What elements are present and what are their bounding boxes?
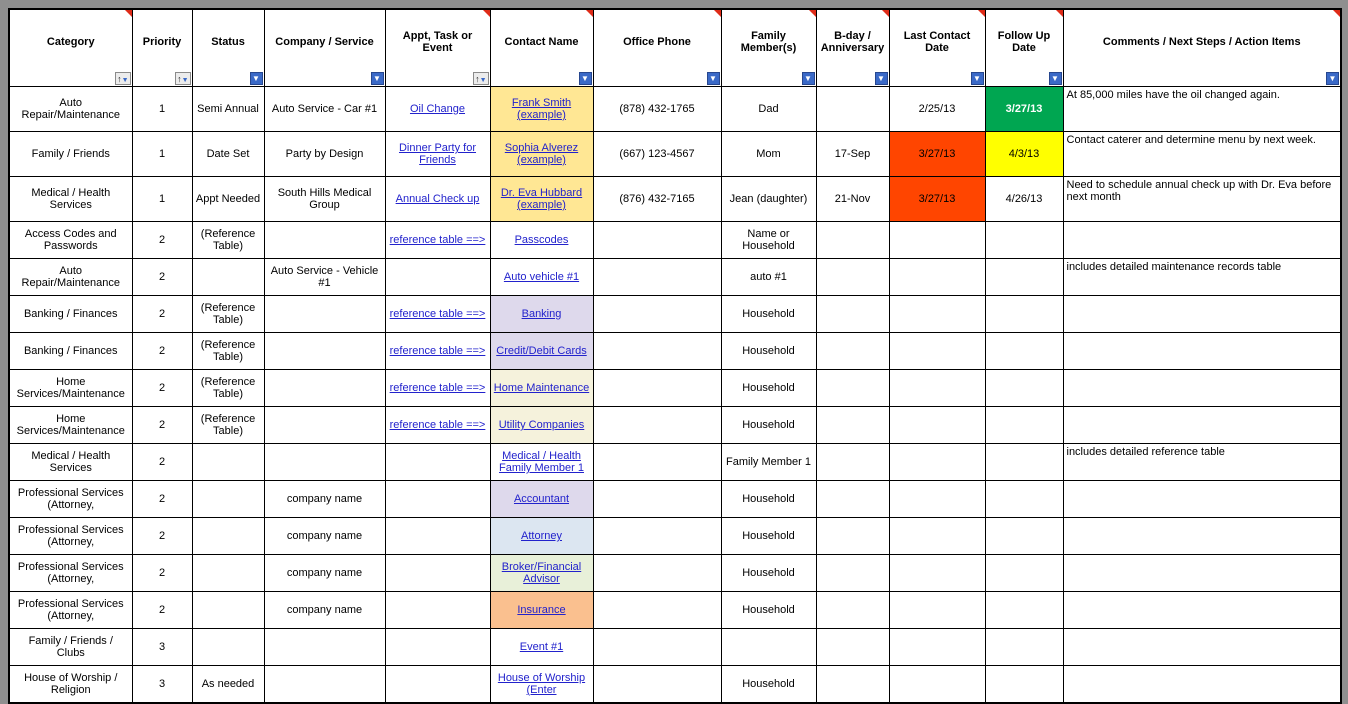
table-row [9, 132, 1341, 177]
comment-indicator-icon [978, 10, 985, 17]
appt-task-event-cell[interactable] [385, 259, 490, 296]
bday-anniversary-cell[interactable]: 21-Nov [816, 177, 889, 222]
priority-cell[interactable]: 2 [132, 370, 192, 407]
follow-up-date-cell[interactable] [985, 518, 1063, 555]
bday-anniversary-cell[interactable] [816, 259, 889, 296]
follow-up-date-cell[interactable] [985, 370, 1063, 407]
category-cell[interactable]: Medical / Health Services [9, 177, 132, 222]
appt-task-event-cell[interactable] [385, 407, 490, 444]
contact-name-link[interactable]: Utility Companies [498, 419, 585, 431]
header-contact-name [490, 9, 593, 87]
priority-cell[interactable]: 2 [132, 481, 192, 518]
contact-name-cell[interactable] [490, 87, 593, 132]
status-cell[interactable]: As needed [192, 666, 264, 703]
appt-task-event-cell[interactable] [385, 177, 490, 222]
table-row [9, 296, 1341, 333]
category-cell[interactable]: Banking / Finances [9, 296, 132, 333]
comment-indicator-icon [882, 10, 889, 17]
follow-up-date-cell[interactable] [985, 296, 1063, 333]
comments-cell[interactable] [1063, 370, 1341, 407]
bday-anniversary-cell[interactable] [816, 481, 889, 518]
status-cell[interactable]: Appt Needed [192, 177, 264, 222]
comment-indicator-icon [714, 10, 721, 17]
company-service-cell[interactable] [264, 222, 385, 259]
status-cell[interactable] [192, 555, 264, 592]
filter-dropdown-button-comments[interactable]: ▼ [1326, 72, 1339, 85]
appt-task-event-link[interactable]: reference table ==> [389, 234, 486, 246]
last-contact-date-cell[interactable]: 3/27/13 [889, 177, 985, 222]
comments-cell[interactable]: Contact caterer and determine menu by next week. [1063, 132, 1341, 177]
contact-name-link[interactable]: Attorney [521, 530, 562, 542]
company-service-cell[interactable] [264, 444, 385, 481]
last-contact-date-cell[interactable] [889, 370, 985, 407]
filter-arrow-icon: ▼ [479, 77, 487, 84]
follow-up-date-cell[interactable] [985, 629, 1063, 666]
comments-cell[interactable] [1063, 555, 1341, 592]
status-cell[interactable] [192, 444, 264, 481]
header-label-office-phone: Office Phone [623, 36, 691, 48]
bday-anniversary-cell[interactable] [816, 444, 889, 481]
filter-dropdown-button-office-phone[interactable]: ▼ [707, 72, 720, 85]
office-phone-cell[interactable] [593, 370, 721, 407]
family-members-cell[interactable]: Mom [721, 132, 816, 177]
sort-ascending-icon: ↑ [475, 74, 480, 84]
comment-indicator-icon [809, 10, 816, 17]
comments-cell[interactable]: includes detailed reference table [1063, 444, 1341, 481]
company-service-cell[interactable] [264, 370, 385, 407]
filter-dropdown-button-follow-up-date[interactable]: ▼ [1049, 72, 1062, 85]
category-cell[interactable]: Home Services/Maintenance [9, 370, 132, 407]
table-row [9, 518, 1341, 555]
last-contact-date-cell[interactable] [889, 518, 985, 555]
table-row [9, 629, 1341, 666]
contact-name-cell[interactable] [490, 592, 593, 629]
header-last-contact-date [889, 9, 985, 87]
company-service-cell[interactable] [264, 666, 385, 703]
contact-name-link[interactable]: Sophia Alverez (example) [504, 142, 579, 166]
comments-cell[interactable] [1063, 407, 1341, 444]
status-cell[interactable]: Semi Annual [192, 87, 264, 132]
office-phone-cell[interactable] [593, 629, 721, 666]
office-phone-cell[interactable] [593, 444, 721, 481]
header-label-last-contact-date: Last Contact Date [903, 30, 971, 54]
category-cell[interactable]: Access Codes and Passwords [9, 222, 132, 259]
follow-up-date-cell[interactable] [985, 222, 1063, 259]
office-phone-cell[interactable] [593, 259, 721, 296]
last-contact-date-cell[interactable] [889, 444, 985, 481]
table-row [9, 666, 1341, 703]
table-row [9, 370, 1341, 407]
priority-cell[interactable]: 2 [132, 444, 192, 481]
family-members-cell[interactable]: Household [721, 518, 816, 555]
bday-anniversary-cell[interactable] [816, 296, 889, 333]
sort-filter-button-priority[interactable] [175, 72, 190, 85]
appt-task-event-cell[interactable] [385, 666, 490, 703]
header-company-service [264, 9, 385, 87]
comments-cell[interactable] [1063, 481, 1341, 518]
priority-cell[interactable]: 3 [132, 666, 192, 703]
follow-up-date-cell[interactable] [985, 666, 1063, 703]
header-comments [1063, 9, 1341, 87]
header-label-category: Category [46, 36, 95, 48]
status-cell[interactable]: (Reference Table) [192, 407, 264, 444]
office-phone-cell[interactable] [593, 333, 721, 370]
comments-cell[interactable] [1063, 222, 1341, 259]
priority-cell[interactable]: 2 [132, 592, 192, 629]
table-row [9, 177, 1341, 222]
last-contact-date-cell[interactable] [889, 592, 985, 629]
last-contact-date-cell[interactable] [889, 407, 985, 444]
family-members-cell[interactable]: Household [721, 407, 816, 444]
last-contact-date-cell[interactable] [889, 296, 985, 333]
company-service-cell[interactable]: company name [264, 481, 385, 518]
sort-ascending-icon: ↑ [177, 74, 182, 84]
table-row [9, 407, 1341, 444]
family-members-cell[interactable]: auto #1 [721, 259, 816, 296]
bday-anniversary-cell[interactable] [816, 555, 889, 592]
family-members-cell[interactable]: Family Member 1 [721, 444, 816, 481]
status-cell[interactable]: (Reference Table) [192, 296, 264, 333]
comment-indicator-icon [125, 10, 132, 17]
contact-name-cell[interactable] [490, 333, 593, 370]
comments-cell[interactable]: Need to schedule annual check up with Dr. Eva before next month [1063, 177, 1341, 222]
contact-name-link[interactable]: Frank Smith (example) [511, 97, 572, 121]
bday-anniversary-cell[interactable] [816, 222, 889, 259]
header-label-appt-task-event: Appt, Task or Event [402, 30, 473, 54]
header-status [192, 9, 264, 87]
appt-task-event-cell[interactable] [385, 629, 490, 666]
header-label-company-service: Company / Service [275, 36, 374, 48]
family-members-cell[interactable]: Jean (daughter) [721, 177, 816, 222]
table-row [9, 555, 1341, 592]
category-cell[interactable]: Medical / Health Services [9, 444, 132, 481]
contact-name-cell[interactable] [490, 518, 593, 555]
header-label-bday-anniversary: B-day / Anniversary [820, 30, 885, 54]
contact-organizer-table [8, 8, 1342, 704]
company-service-cell[interactable]: company name [264, 592, 385, 629]
contact-name-link[interactable]: Credit/Debit Cards [496, 345, 587, 357]
appt-task-event-cell[interactable] [385, 518, 490, 555]
filter-dropdown-button-contact-name[interactable]: ▼ [579, 72, 592, 85]
status-cell[interactable] [192, 518, 264, 555]
comments-cell[interactable] [1063, 629, 1341, 666]
follow-up-date-cell[interactable] [985, 259, 1063, 296]
category-cell[interactable]: Banking / Finances [9, 333, 132, 370]
header-priority [132, 9, 192, 87]
contact-name-cell[interactable] [490, 481, 593, 518]
family-members-cell[interactable]: Dad [721, 87, 816, 132]
follow-up-date-cell[interactable] [985, 555, 1063, 592]
contact-name-link[interactable]: Passcodes [514, 234, 569, 246]
priority-cell[interactable]: 1 [132, 177, 192, 222]
appt-task-event-cell[interactable] [385, 481, 490, 518]
family-members-cell[interactable]: Household [721, 333, 816, 370]
follow-up-date-cell[interactable] [985, 333, 1063, 370]
contact-name-cell[interactable] [490, 222, 593, 259]
priority-cell[interactable]: 2 [132, 296, 192, 333]
filter-dropdown-button-family-members[interactable]: ▼ [802, 72, 815, 85]
last-contact-date-cell[interactable] [889, 629, 985, 666]
appt-task-event-cell[interactable] [385, 592, 490, 629]
appt-task-event-link[interactable]: reference table ==> [389, 345, 486, 357]
category-cell[interactable]: Professional Services (Attorney, [9, 481, 132, 518]
bday-anniversary-cell[interactable] [816, 592, 889, 629]
header-appt-task-event [385, 9, 490, 87]
table-row [9, 481, 1341, 518]
category-cell[interactable]: Professional Services (Attorney, [9, 555, 132, 592]
priority-cell[interactable]: 2 [132, 222, 192, 259]
header-label-contact-name: Contact Name [504, 36, 579, 48]
company-service-cell[interactable] [264, 296, 385, 333]
comment-indicator-icon [1333, 10, 1340, 17]
office-phone-cell[interactable] [593, 592, 721, 629]
bday-anniversary-cell[interactable] [816, 87, 889, 132]
category-cell[interactable]: House of Worship / Religion [9, 666, 132, 703]
company-service-cell[interactable] [264, 629, 385, 666]
priority-cell[interactable]: 2 [132, 259, 192, 296]
bday-anniversary-cell[interactable] [816, 407, 889, 444]
contact-name-link[interactable]: Medical / Health Family Member 1 [499, 450, 584, 474]
last-contact-date-cell[interactable] [889, 259, 985, 296]
category-cell[interactable]: Family / Friends / Clubs [9, 629, 132, 666]
priority-cell[interactable]: 2 [132, 555, 192, 592]
company-service-cell[interactable]: Auto Service - Car #1 [264, 87, 385, 132]
family-members-cell[interactable]: Household [721, 592, 816, 629]
family-members-cell[interactable]: Household [721, 296, 816, 333]
office-phone-cell[interactable] [593, 296, 721, 333]
table-row [9, 333, 1341, 370]
follow-up-date-cell[interactable]: 4/3/13 [985, 132, 1063, 177]
appt-task-event-cell[interactable] [385, 132, 490, 177]
priority-cell[interactable]: 1 [132, 87, 192, 132]
office-phone-cell[interactable] [593, 222, 721, 259]
filter-dropdown-button-last-contact-date[interactable]: ▼ [971, 72, 984, 85]
contact-name-link[interactable]: Accountant [513, 493, 570, 505]
last-contact-date-cell[interactable] [889, 555, 985, 592]
category-cell[interactable]: Auto Repair/Maintenance [9, 87, 132, 132]
bday-anniversary-cell[interactable] [816, 370, 889, 407]
contact-name-link[interactable]: Event #1 [519, 641, 564, 653]
comments-cell[interactable] [1063, 518, 1341, 555]
company-service-cell[interactable] [264, 407, 385, 444]
filter-arrow-icon: ▼ [181, 77, 189, 84]
contact-name-cell[interactable] [490, 444, 593, 481]
follow-up-date-cell[interactable] [985, 407, 1063, 444]
family-members-cell[interactable]: Household [721, 555, 816, 592]
contact-name-cell[interactable] [490, 666, 593, 703]
follow-up-date-cell[interactable] [985, 592, 1063, 629]
company-service-cell[interactable]: company name [264, 555, 385, 592]
header-label-comments: Comments / Next Steps / Action Items [1102, 36, 1301, 48]
office-phone-cell[interactable]: (878) 432-1765 [593, 87, 721, 132]
table-row [9, 444, 1341, 481]
bday-anniversary-cell[interactable] [816, 629, 889, 666]
follow-up-date-cell[interactable]: 3/27/13 [985, 87, 1063, 132]
family-members-cell[interactable]: Name or Household [721, 222, 816, 259]
follow-up-date-cell[interactable] [985, 444, 1063, 481]
contact-name-link[interactable]: Dr. Eva Hubbard (example) [500, 187, 583, 211]
appt-task-event-link[interactable]: Dinner Party for Friends [398, 142, 477, 166]
priority-cell[interactable]: 2 [132, 333, 192, 370]
family-members-cell[interactable] [721, 629, 816, 666]
sort-filter-button-category[interactable] [115, 72, 130, 85]
header-bday-anniversary [816, 9, 889, 87]
header-label-status: Status [211, 36, 245, 48]
bday-anniversary-cell[interactable]: 17-Sep [816, 132, 889, 177]
sort-ascending-icon: ↑ [117, 74, 122, 84]
contact-name-cell[interactable] [490, 629, 593, 666]
appt-task-event-link[interactable]: Oil Change [409, 103, 466, 115]
contact-name-cell[interactable] [490, 259, 593, 296]
last-contact-date-cell[interactable] [889, 222, 985, 259]
appt-task-event-cell[interactable] [385, 87, 490, 132]
filter-dropdown-button-status[interactable]: ▼ [250, 72, 263, 85]
office-phone-cell[interactable] [593, 407, 721, 444]
follow-up-date-cell[interactable] [985, 481, 1063, 518]
contact-name-cell[interactable] [490, 177, 593, 222]
table-row [9, 592, 1341, 629]
company-service-cell[interactable] [264, 333, 385, 370]
spreadsheet [8, 8, 1342, 704]
bday-anniversary-cell[interactable] [816, 666, 889, 703]
company-service-cell[interactable]: South Hills Medical Group [264, 177, 385, 222]
family-members-cell[interactable]: Household [721, 370, 816, 407]
table-header [9, 9, 1341, 87]
category-cell[interactable]: Home Services/Maintenance [9, 407, 132, 444]
status-cell[interactable]: (Reference Table) [192, 333, 264, 370]
appt-task-event-cell[interactable] [385, 555, 490, 592]
header-follow-up-date [985, 9, 1063, 87]
priority-cell[interactable]: 1 [132, 132, 192, 177]
sort-filter-button-appt-task-event[interactable] [473, 72, 488, 85]
bday-anniversary-cell[interactable] [816, 518, 889, 555]
status-cell[interactable] [192, 629, 264, 666]
appt-task-event-cell[interactable] [385, 333, 490, 370]
appt-task-event-cell[interactable] [385, 444, 490, 481]
table-row [9, 259, 1341, 296]
appt-task-event-link[interactable]: reference table ==> [389, 308, 486, 320]
status-cell[interactable] [192, 259, 264, 296]
priority-cell[interactable]: 2 [132, 518, 192, 555]
header-office-phone [593, 9, 721, 87]
category-cell[interactable]: Professional Services (Attorney, [9, 592, 132, 629]
family-members-cell[interactable]: Household [721, 666, 816, 703]
filter-arrow-icon: ▼ [121, 77, 129, 84]
contact-name-link[interactable]: Broker/Financial Advisor [501, 561, 582, 585]
table-row [9, 222, 1341, 259]
comments-cell[interactable] [1063, 296, 1341, 333]
table-row [9, 87, 1341, 132]
priority-cell[interactable]: 3 [132, 629, 192, 666]
company-service-cell[interactable]: company name [264, 518, 385, 555]
appt-task-event-cell[interactable] [385, 370, 490, 407]
status-cell[interactable]: (Reference Table) [192, 222, 264, 259]
comments-cell[interactable] [1063, 592, 1341, 629]
company-service-cell[interactable]: Party by Design [264, 132, 385, 177]
office-phone-cell[interactable]: (876) 432-7165 [593, 177, 721, 222]
status-cell[interactable] [192, 481, 264, 518]
status-cell[interactable] [192, 592, 264, 629]
contact-name-cell[interactable] [490, 370, 593, 407]
comment-indicator-icon [586, 10, 593, 17]
comment-indicator-icon [483, 10, 490, 17]
comments-cell[interactable] [1063, 666, 1341, 703]
contact-name-cell[interactable] [490, 132, 593, 177]
filter-dropdown-button-company-service[interactable]: ▼ [371, 72, 384, 85]
appt-task-event-cell[interactable] [385, 296, 490, 333]
contact-name-cell[interactable] [490, 296, 593, 333]
contact-name-link[interactable]: Insurance [517, 604, 566, 616]
status-cell[interactable]: Date Set [192, 132, 264, 177]
contact-name-link[interactable]: Home Maintenance [493, 382, 590, 394]
header-label-priority: Priority [142, 36, 182, 48]
header-label-follow-up-date: Follow Up Date [997, 30, 1051, 54]
contact-name-cell[interactable] [490, 555, 593, 592]
contact-name-link[interactable]: Auto vehicle #1 [503, 271, 580, 283]
comments-cell[interactable] [1063, 333, 1341, 370]
filter-dropdown-button-bday-anniversary[interactable]: ▼ [875, 72, 888, 85]
comments-cell[interactable]: At 85,000 miles have the oil changed again. [1063, 87, 1341, 132]
office-phone-cell[interactable] [593, 481, 721, 518]
last-contact-date-cell[interactable] [889, 333, 985, 370]
company-service-cell[interactable]: Auto Service - Vehicle #1 [264, 259, 385, 296]
comment-indicator-icon [1056, 10, 1063, 17]
office-phone-cell[interactable] [593, 518, 721, 555]
header-label-family-members: Family Member(s) [740, 30, 797, 54]
appt-task-event-link[interactable]: reference table ==> [389, 419, 486, 431]
bday-anniversary-cell[interactable] [816, 333, 889, 370]
contact-name-link[interactable]: Banking [521, 308, 562, 320]
family-members-cell[interactable]: Household [721, 481, 816, 518]
header-family-members [721, 9, 816, 87]
follow-up-date-cell[interactable]: 4/26/13 [985, 177, 1063, 222]
appt-task-event-link[interactable]: reference table ==> [389, 382, 486, 394]
office-phone-cell[interactable]: (667) 123-4567 [593, 132, 721, 177]
category-cell[interactable]: Auto Repair/Maintenance [9, 259, 132, 296]
last-contact-date-cell[interactable] [889, 666, 985, 703]
appt-task-event-cell[interactable] [385, 222, 490, 259]
contact-name-link[interactable]: House of Worship (Enter [497, 671, 586, 696]
contact-name-cell[interactable] [490, 407, 593, 444]
appt-task-event-link[interactable]: Annual Check up [395, 193, 480, 205]
office-phone-cell[interactable] [593, 555, 721, 592]
category-cell[interactable]: Family / Friends [9, 132, 132, 177]
category-cell[interactable]: Professional Services (Attorney, [9, 518, 132, 555]
priority-cell[interactable]: 2 [132, 407, 192, 444]
status-cell[interactable]: (Reference Table) [192, 370, 264, 407]
last-contact-date-cell[interactable] [889, 481, 985, 518]
comments-cell[interactable]: includes detailed maintenance records table [1063, 259, 1341, 296]
last-contact-date-cell[interactable]: 3/27/13 [889, 132, 985, 177]
header-category [9, 9, 132, 87]
last-contact-date-cell[interactable]: 2/25/13 [889, 87, 985, 132]
office-phone-cell[interactable] [593, 666, 721, 703]
